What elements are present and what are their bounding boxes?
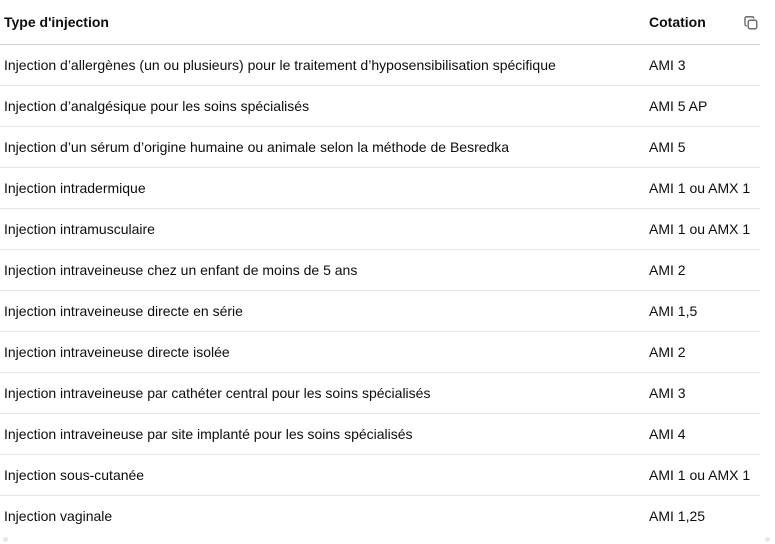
copy-table-button[interactable] [743,15,759,31]
cell-type: Injection intraveineuse par cathéter central pour les soins spécialisés [0,373,645,414]
cell-type: Injection intraveineuse par site implanté pour les soins spécialisés [0,414,645,455]
cell-cotation: AMI 1,25 [649,508,706,524]
cell-cotation: AMI 3 [645,45,760,86]
cell-cotation: AMI 3 [645,373,760,414]
table-row [0,209,760,250]
table-row [0,414,760,455]
table-row [0,332,760,373]
cell-type: Injection d’analgésique pour les soins spécialisés [0,86,645,127]
scroll-right-indicator [765,537,770,542]
cell-cotation: AMI 2 [645,250,760,291]
cell-type: Injection intradermique [0,168,645,209]
cell-cotation: AMI 4 [645,414,760,455]
cell-type: Injection vaginale [4,508,113,524]
cell-cotation: AMI 5 [645,127,760,168]
cell-cotation: AMI 1 ou AMX 1 [645,455,760,496]
table-row [0,250,760,291]
scroll-left-indicator [3,537,8,542]
cell-cotation: AMI 5 AP [645,86,760,127]
cell-type: Injection d’un sérum d’origine humaine ou animale selon la méthode de Besredka [0,127,645,168]
table-row [0,86,760,127]
cell-type: Injection sous-cutanée [0,455,645,496]
table-row [0,127,760,168]
cell-type: Injection d’allergènes (un ou plusieurs) pour le traitement d’hyposensibilisation spécifique [0,45,645,86]
cell-type: Injection intraveineuse directe en série [0,291,645,332]
cell-type: Injection intramusculaire [0,209,645,250]
copy-icon [743,15,759,31]
column-header-type: Type d'injection [0,0,645,45]
table-header-row [0,0,760,45]
table-row [0,455,760,496]
cell-cotation: AMI 1,5 [645,291,760,332]
cell-type: Injection intraveineuse chez un enfant de moins de 5 ans [0,250,645,291]
table-row [0,496,760,537]
table-row [0,168,760,209]
table-row [0,45,760,86]
cell-type: Injection intraveineuse directe isolée [0,332,645,373]
column-header-cotation: Cotation [645,0,760,45]
cell-cotation: AMI 2 [645,332,760,373]
cell-cotation: AMI 1 ou AMX 1 [645,168,760,209]
cell-cotation: AMI 1 ou AMX 1 [645,209,760,250]
table-row [0,373,760,414]
table-row [0,291,760,332]
